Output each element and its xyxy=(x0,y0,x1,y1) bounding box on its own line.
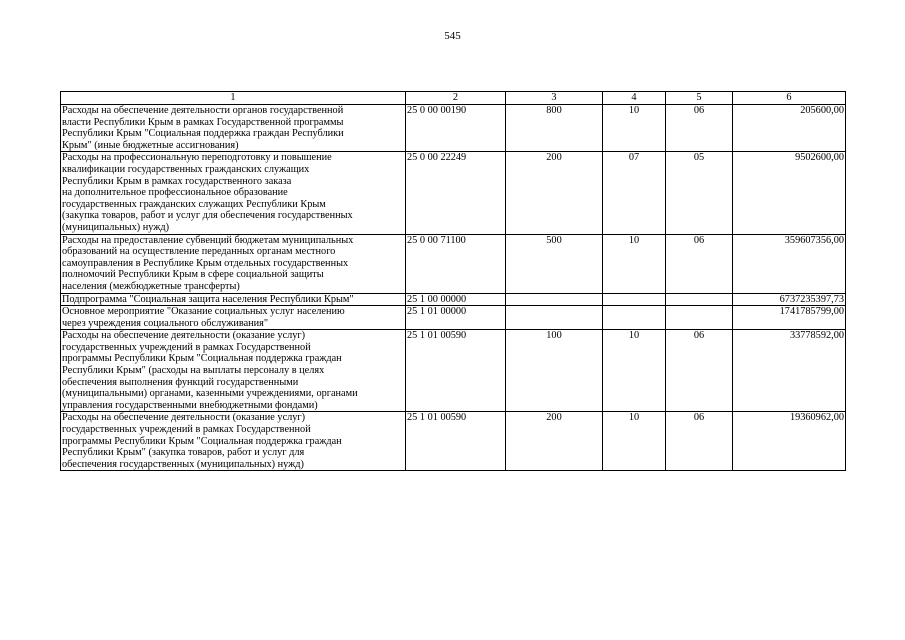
section-cell xyxy=(603,293,666,306)
description-cell: Основное мероприятие "Оказание социальных услуг населению через учреждения социального обслуживания" xyxy=(61,306,406,330)
budget-table xyxy=(60,91,846,471)
amount-cell: 359607356,00 xyxy=(733,234,846,293)
expense-type-cell: 200 xyxy=(506,152,603,234)
expense-type-cell: 800 xyxy=(506,105,603,152)
subsection-cell: 05 xyxy=(666,152,733,234)
code-cell: 25 1 01 00590 xyxy=(406,412,506,471)
expense-type-cell xyxy=(506,306,603,330)
expense-type-cell: 100 xyxy=(506,330,603,412)
description-cell: Расходы на профессиональную переподготовку и повышение квалификации государственных гражданских служащих Республики Крым в рамках государственного заказа на дополнительное профессиональное образование государственных гражданских служащих Республики Крым (закупка товаров, работ и услуг для обеспечения государственных (муниципальных) нужд) xyxy=(61,152,406,234)
header-cell-1: 1 xyxy=(61,92,406,105)
table-row xyxy=(61,152,846,234)
table-header-row xyxy=(61,92,846,105)
subsection-cell xyxy=(666,293,733,306)
code-cell: 25 1 00 00000 xyxy=(406,293,506,306)
section-cell: 10 xyxy=(603,105,666,152)
expense-type-cell: 200 xyxy=(506,412,603,471)
subsection-cell xyxy=(666,306,733,330)
code-cell: 25 1 01 00590 xyxy=(406,330,506,412)
expense-type-cell xyxy=(506,293,603,306)
code-cell: 25 1 01 00000 xyxy=(406,306,506,330)
amount-cell: 9502600,00 xyxy=(733,152,846,234)
table-row xyxy=(61,293,846,306)
code-cell: 25 0 00 71100 xyxy=(406,234,506,293)
subsection-cell: 06 xyxy=(666,330,733,412)
section-cell: 10 xyxy=(603,330,666,412)
table-row xyxy=(61,330,846,412)
description-cell: Расходы на предоставление субвенций бюджетам муниципальных образований на осуществление переданных органам местного самоуправления в Республике Крым отдельных государственных полномочий Республики Крым в сфере социальной защиты населения (межбюджетные трансферты) xyxy=(61,234,406,293)
amount-cell: 33778592,00 xyxy=(733,330,846,412)
page-number: 545 xyxy=(444,30,461,42)
section-cell: 07 xyxy=(603,152,666,234)
amount-cell: 205600,00 xyxy=(733,105,846,152)
code-cell: 25 0 00 22249 xyxy=(406,152,506,234)
subsection-cell: 06 xyxy=(666,412,733,471)
description-cell: Расходы на обеспечение деятельности (оказание услуг) государственных учреждений в рамках Государственной программы Республики Крым "Социальная поддержка граждан Республики Крым" (расходы на выплаты персоналу в целях обеспечения выполнения функций государственными (муниципальными) органами, казенными учреждениями, органами управления государственными внебюджетными фондами) xyxy=(61,330,406,412)
header-cell-3: 3 xyxy=(506,92,603,105)
subsection-cell: 06 xyxy=(666,105,733,152)
table-row xyxy=(61,105,846,152)
table-row xyxy=(61,234,846,293)
code-cell: 25 0 00 00190 xyxy=(406,105,506,152)
description-cell: Расходы на обеспечение деятельности (оказание услуг) государственных учреждений в рамках Государственной программы Республики Крым "Социальная поддержка граждан Республики Крым" (закупка товаров, работ и услуг для обеспечения государственных (муниципальных) нужд) xyxy=(61,412,406,471)
subsection-cell: 06 xyxy=(666,234,733,293)
amount-cell: 6737235397,73 xyxy=(733,293,846,306)
section-cell: 10 xyxy=(603,412,666,471)
description-cell: Подпрограмма "Социальная защита населения Республики Крым" xyxy=(61,293,406,306)
amount-cell: 1741785799,00 xyxy=(733,306,846,330)
header-cell-2: 2 xyxy=(406,92,506,105)
amount-cell: 19360962,00 xyxy=(733,412,846,471)
table-row xyxy=(61,306,846,330)
section-cell xyxy=(603,306,666,330)
description-cell: Расходы на обеспечение деятельности органов государственной власти Республики Крым в рамках Государственной программы Республики Крым "Социальная поддержка граждан Республики Крым" (иные бюджетные ассигнования) xyxy=(61,105,406,152)
table-row xyxy=(61,412,846,471)
header-cell-6: 6 xyxy=(733,92,846,105)
section-cell: 10 xyxy=(603,234,666,293)
header-cell-5: 5 xyxy=(666,92,733,105)
expense-type-cell: 500 xyxy=(506,234,603,293)
header-cell-4: 4 xyxy=(603,92,666,105)
